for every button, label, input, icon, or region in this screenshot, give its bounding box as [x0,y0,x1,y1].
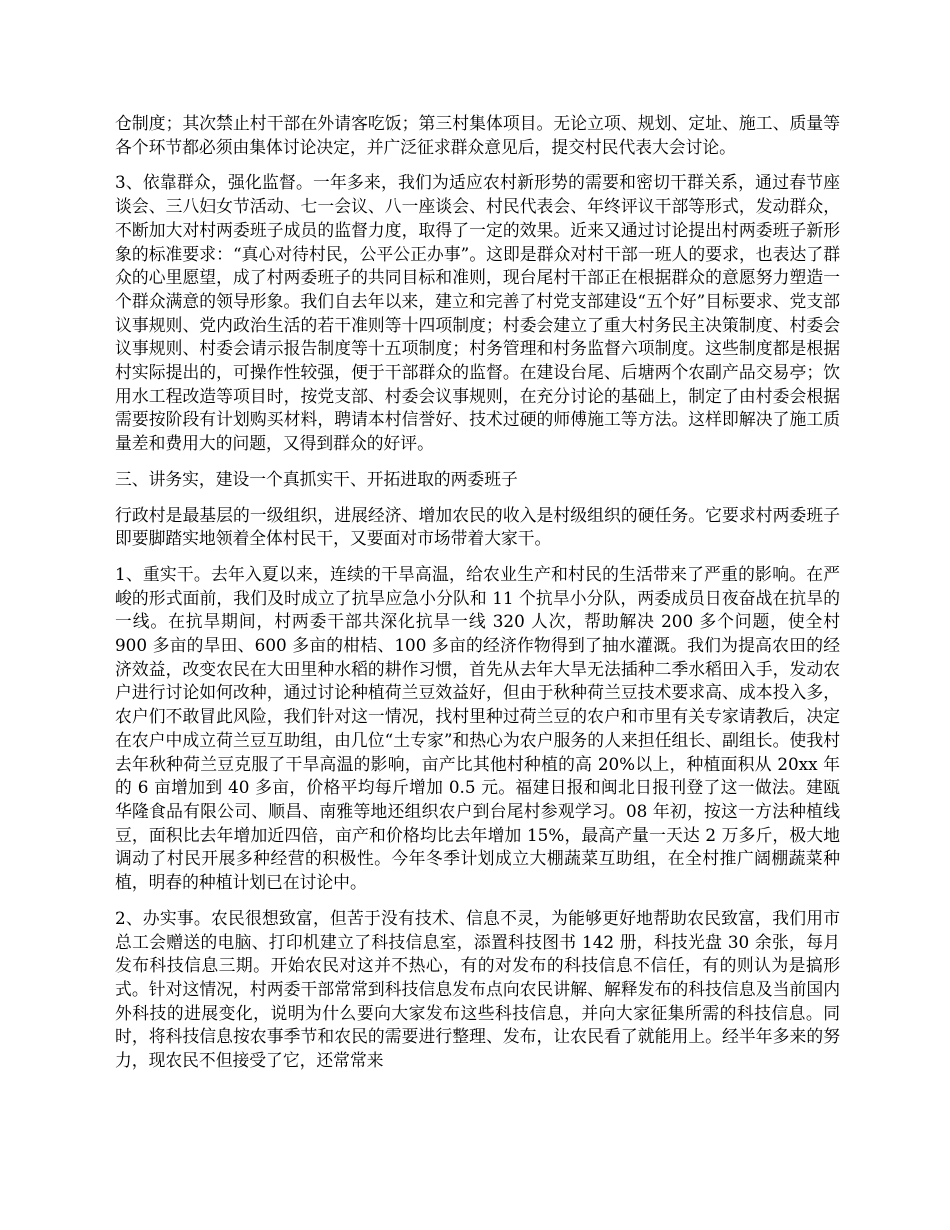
document-page [115,112,840,1085]
paragraph-4: 1、重实干。去年入夏以来，连续的干旱高温，给农业生产和村民的生活带来了严重的影响。在严峻的形式面前，我们及时成立了抗旱应急小分队和 11 个抗旱小分队，两委成员日夜奋战在抗旱的一线。在抗旱期间，村两委干部共深化抗旱一线 320 人次，帮助解决 200 多个问题，使全村 900 多亩的旱田、600 多亩的柑桔、100 多亩的经济作物得到了抽水灌溉。我们为提高农田的经济效益，改变农民在大田里种水稻的耕作习惯，首先从去年大旱无法插种二季水稻田入手，发动农户进行讨论如何改种，通过讨论种植荷兰豆效益好，但由于秋种荷兰豆技术要求高、成本投入多，农户们不敢冒此风险，我们针对这一情况，找村里种过荷兰豆的农户和市里有关专家请教后，决定在农户中成立荷兰豆互助组，由几位“土专家”和热心为农户服务的人来担任组长、副组长。使我村去年秋种荷兰豆克服了干旱高温的影响，亩产比其他村种植的高 20%以上，种植面积从 20xx 年的 6 亩增加到 40 多亩，价格平均每斤增加 0.5 元。福建日报和闽北日报刊登了这一做法。建瓯华隆食品有限公司、顺昌、南雅等地还组织农户到台尾村参观学习。08 年初，按这一方法种植线豆，面积比去年增加近四倍，亩产和价格均比去年增加 15%，最高产量一天达 2 万多斤，极大地调动了村民开展多种经营的积极性。今年冬季计划成立大棚蔬菜互助组，在全村推广阔棚蔬菜种植，明春的种植计划已在讨论中。 [115,563,840,893]
paragraph-5: 2、办实事。农民很想致富，但苦于没有技术、信息不灵，为能够更好地帮助农民致富，我们用市总工会赠送的电脑、打印机建立了科技信息室，添置科技图书 142 册，科技光盘 30 余张，每月发布科技信息三期。开始农民对这并不热心，有的对发布的科技信息不信任，有的则认为是搞形式。针对这情况，村两委干部常常到科技信息发布点向农民讲解、解释发布的科技信息及当前国内外科技的进展变化，说明为什么要向大家发布这些科技信息，并向大家征集所需的科技信息。同时，将科技信息按农事季节和农民的需要进行整理、发布，让农民看了就能用上。经半年多来的努力，现农民不但接受了它，还常常来 [115,907,840,1071]
section-heading: 三、讲务实，建设一个真抓实干、开拓进取的两委班子 [115,468,518,489]
paragraph-3: 行政村是最基层的一级组织，进展经济、增加农民的收入是村级组织的硬任务。它要求村两委班子即要脚踏实地领着全体村民干，又要面对市场带着大家干。 [115,504,840,549]
paragraph-2: 3、依靠群众，强化监督。一年多来，我们为适应农村新形势的需要和密切干群关系，通过春节座谈会、三八妇女节活动、七一会议、八一座谈会、村民代表会、年终评议干部等形式，发动群众，不断加大对村两委班子成员的监督力度，取得了一定的效果。近来又通过讨论提出村两委班子新形象的标准要求：“真心对待村民，公平公正办事”。这即是群众对村干部一班人的要求，也表达了群众的心里愿望，成了村两委班子的共同目标和准则，现台尾村干部正在根据群众的意愿努力塑造一个群众满意的领导形象。我们自去年以来，建立和完善了村党支部建设“五个好”目标要求、党支部议事规则、党内政治生活的若干准则等十四项制度；村委会建立了重大村务民主决策制度、村委会议事规则、村委会请示报告制度等十五项制度；村务管理和村务监督六项制度。这些制度都是根据村实际提出的，可操作性较强，便于干部群众的监督。在建设台尾、后塘两个农副产品交易亭；饮用水工程改造等项目时，按党支部、村委会议事规则，在充分讨论的基础上，制定了由村委会根据需要按阶段有计划购买材料，聘请本村信誉好、技术过硬的师傅施工等方法。这样即解决了施工质量差和费用大的问题，又得到群众的好评。 [115,172,840,454]
paragraph-1: 仓制度；其次禁止村干部在外请客吃饭；第三村集体项目。无论立项、规划、定址、施工、质量等各个环节都必须由集体讨论决定，并广泛征求群众意见后，提交村民代表大会讨论。 [115,113,840,157]
